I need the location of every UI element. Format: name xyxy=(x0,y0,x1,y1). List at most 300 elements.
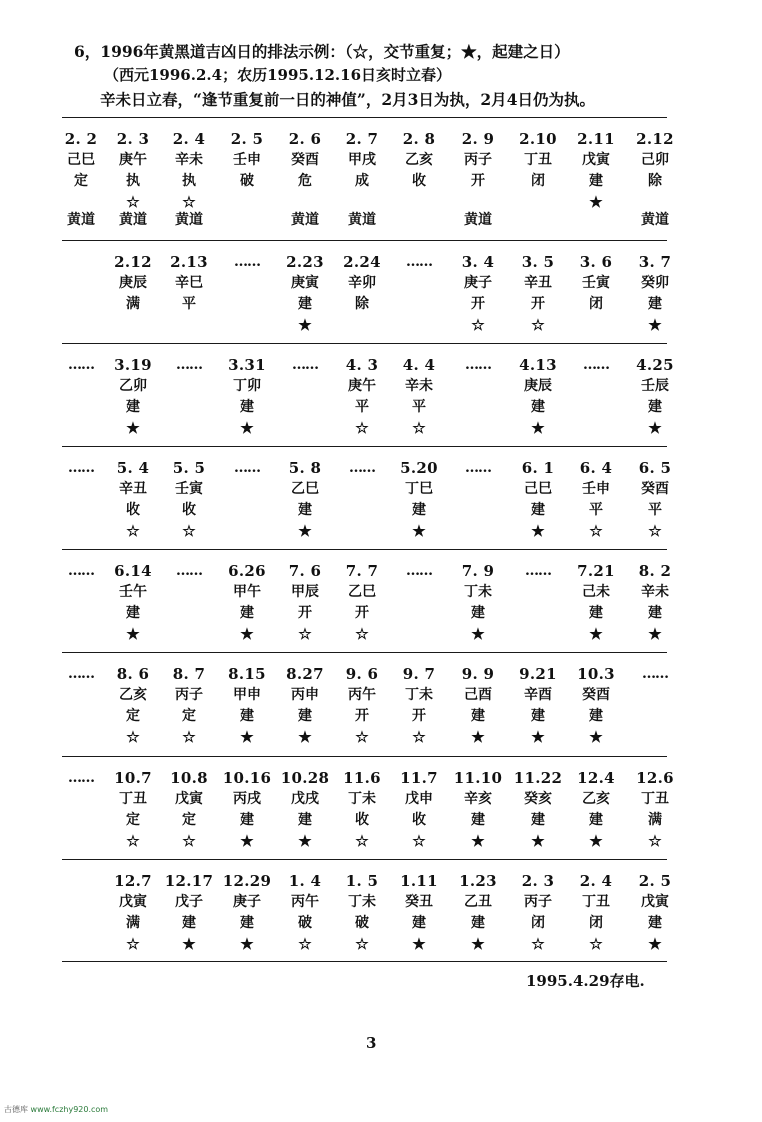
day-officer-label: 定 xyxy=(182,812,196,828)
star-icon: ★ xyxy=(531,522,545,540)
day-officer-label: 开 xyxy=(471,296,485,312)
ganzhi-label: 癸酉 xyxy=(641,481,669,497)
day-cell xyxy=(277,252,333,336)
ellipsis-cell xyxy=(53,664,109,685)
star-icon: ★ xyxy=(471,935,485,953)
ganzhi-label: 丙戌 xyxy=(233,791,261,807)
star-icon: ☆ xyxy=(589,935,603,953)
ganzhi-label: 丁丑 xyxy=(524,152,552,168)
date-label: 6.26 xyxy=(228,562,266,580)
ganzhi-label: 丁巳 xyxy=(405,481,433,497)
ganzhi-label: 乙亥 xyxy=(119,687,147,703)
ganzhi-label: 甲申 xyxy=(233,687,261,703)
ellipsis-cell xyxy=(161,561,217,582)
star-icon: ☆ xyxy=(298,625,312,643)
day-officer-label: 建 xyxy=(471,708,485,724)
day-cell xyxy=(105,355,161,439)
day-cell xyxy=(510,252,566,336)
date-label: 2. 2 xyxy=(64,130,98,148)
day-officer-label: 建 xyxy=(589,708,603,724)
ganzhi-label: 己卯 xyxy=(641,152,669,168)
day-officer-label: 建 xyxy=(182,915,196,931)
ganzhi-label: 癸酉 xyxy=(582,687,610,703)
day-officer-label: 执 xyxy=(182,173,196,189)
day-cell xyxy=(450,252,506,336)
day-cell xyxy=(334,561,390,645)
star-icon: ☆ xyxy=(531,316,545,334)
day-officer-label: 建 xyxy=(298,812,312,828)
day-officer-label: 定 xyxy=(182,708,196,724)
star-icon: ★ xyxy=(589,832,603,850)
day-officer-label: 收 xyxy=(126,502,140,518)
day-officer-label: 建 xyxy=(531,399,545,415)
day-cell xyxy=(450,664,506,748)
date-label: 7. 9 xyxy=(461,562,495,580)
star-icon xyxy=(219,192,275,213)
star-icon: ☆ xyxy=(126,935,140,953)
date-label: 2. 3 xyxy=(116,130,150,148)
date-label: 3.19 xyxy=(114,356,152,374)
date-label: 7.21 xyxy=(577,562,615,580)
ellipsis-cell xyxy=(53,768,109,789)
date-label: 12.7 xyxy=(114,872,152,890)
day-cell xyxy=(510,129,566,213)
day-cell xyxy=(105,871,161,955)
ganzhi-label: 丁丑 xyxy=(119,791,147,807)
day-officer-label: 平 xyxy=(412,399,426,415)
ellipsis-mark: …… xyxy=(642,666,668,682)
star-icon: ★ xyxy=(471,728,485,746)
page-number: 3 xyxy=(366,1034,377,1052)
date-label: 4. 4 xyxy=(402,356,436,374)
date-label: 9.21 xyxy=(519,665,557,683)
star-icon: ★ xyxy=(298,522,312,540)
day-officer-label: 建 xyxy=(589,812,603,828)
date-label: 10.3 xyxy=(577,665,615,683)
ganzhi-label: 乙亥 xyxy=(405,152,433,168)
ganzhi-label: 丙午 xyxy=(291,894,319,910)
day-officer-label: 成 xyxy=(355,173,369,189)
ganzhi-label: 辛酉 xyxy=(524,687,552,703)
ganzhi-label: 戊寅 xyxy=(582,152,610,168)
day-cell xyxy=(391,768,447,852)
star-icon: ☆ xyxy=(531,935,545,953)
ganzhi-label: 戊寅 xyxy=(641,894,669,910)
ellipsis-cell xyxy=(391,561,447,582)
day-cell xyxy=(450,561,506,645)
date-label: 2. 3 xyxy=(521,872,555,890)
star-icon: ★ xyxy=(126,419,140,437)
ganzhi-label: 壬申 xyxy=(582,481,610,497)
star-icon: ★ xyxy=(471,625,485,643)
date-label: 12.6 xyxy=(636,769,674,787)
ganzhi-label: 己巳 xyxy=(524,481,552,497)
day-cell xyxy=(219,664,275,748)
ganzhi-label: 丁卯 xyxy=(233,378,261,394)
day-officer-label: 建 xyxy=(240,399,254,415)
day-cell xyxy=(161,664,217,748)
ellipsis-cell xyxy=(450,458,506,479)
ganzhi-label: 辛巳 xyxy=(175,275,203,291)
star-icon xyxy=(391,192,447,213)
huangdao-label: 黄道 xyxy=(175,212,203,228)
star-icon: ☆ xyxy=(355,419,369,437)
ganzhi-label: 丙申 xyxy=(291,687,319,703)
ganzhi-label: 辛未 xyxy=(405,378,433,394)
date-label: 2. 4 xyxy=(172,130,206,148)
star-icon xyxy=(568,315,624,336)
date-label: 5. 5 xyxy=(172,459,206,477)
ganzhi-label: 癸丑 xyxy=(405,894,433,910)
date-label: 12.4 xyxy=(577,769,615,787)
star-icon: ★ xyxy=(648,625,662,643)
day-officer-label: 建 xyxy=(648,605,662,621)
day-officer-label: 开 xyxy=(531,296,545,312)
date-label: 4.13 xyxy=(519,356,557,374)
ellipsis-mark: …… xyxy=(176,563,202,579)
day-officer-label: 开 xyxy=(471,173,485,189)
ganzhi-label: 丙子 xyxy=(464,152,492,168)
ellipsis-cell xyxy=(450,355,506,376)
ganzhi-label: 壬辰 xyxy=(641,378,669,394)
watermark-url: www.fczhy920.com xyxy=(30,1105,109,1114)
day-officer-label: 建 xyxy=(589,605,603,621)
ganzhi-label: 丁未 xyxy=(464,584,492,600)
day-officer-label: 建 xyxy=(126,605,140,621)
day-officer-label: 建 xyxy=(240,915,254,931)
ganzhi-label: 辛卯 xyxy=(348,275,376,291)
day-cell xyxy=(391,355,447,439)
ellipsis-cell xyxy=(219,458,275,479)
day-officer-label: 执 xyxy=(126,173,140,189)
day-cell xyxy=(627,458,683,542)
huangdao-label: 黄道 xyxy=(119,212,147,228)
day-officer-label: 闭 xyxy=(531,915,545,931)
date-label: 1. 5 xyxy=(345,872,379,890)
ganzhi-label: 戊戌 xyxy=(291,791,319,807)
day-cell xyxy=(161,252,217,336)
day-cell xyxy=(105,458,161,542)
day-cell xyxy=(334,355,390,439)
ganzhi-label: 己巳 xyxy=(67,152,95,168)
day-cell xyxy=(627,355,683,439)
day-cell xyxy=(105,664,161,748)
huangdao-label: 黄道 xyxy=(348,212,376,228)
ganzhi-label: 辛亥 xyxy=(464,791,492,807)
date-label: 12.17 xyxy=(164,872,214,890)
star-icon: ★ xyxy=(240,832,254,850)
ellipsis-mark: …… xyxy=(406,563,432,579)
ganzhi-label: 癸酉 xyxy=(291,152,319,168)
ganzhi-label: 庚子 xyxy=(233,894,261,910)
star-icon: ☆ xyxy=(182,522,196,540)
ellipsis-mark: …… xyxy=(583,357,609,373)
ganzhi-label: 丁丑 xyxy=(641,791,669,807)
star-icon: ☆ xyxy=(182,832,196,850)
day-officer-label: 除 xyxy=(648,173,662,189)
day-officer-label: 建 xyxy=(531,502,545,518)
date-label: 12.29 xyxy=(222,872,272,890)
ganzhi-label: 壬寅 xyxy=(175,481,203,497)
day-cell xyxy=(161,129,217,213)
ganzhi-label: 乙卯 xyxy=(119,378,147,394)
star-icon: ★ xyxy=(471,832,485,850)
ellipsis-mark: …… xyxy=(465,357,491,373)
page-title: 6，1996年黄黑道吉凶日的排法示例：（☆，交节重复；★，起建之日） xyxy=(74,42,570,61)
day-cell xyxy=(219,768,275,852)
ganzhi-label: 丁未 xyxy=(348,791,376,807)
day-officer-label: 平 xyxy=(589,502,603,518)
star-icon: ★ xyxy=(412,522,426,540)
star-icon: ☆ xyxy=(355,625,369,643)
ganzhi-label: 庚寅 xyxy=(291,275,319,291)
day-cell xyxy=(105,252,161,336)
ellipsis-mark: …… xyxy=(68,563,94,579)
date-label: 2.11 xyxy=(577,130,615,148)
ganzhi-label: 庚子 xyxy=(464,275,492,291)
day-cell xyxy=(277,561,333,645)
day-cell xyxy=(627,768,683,852)
ganzhi-label: 辛未 xyxy=(175,152,203,168)
day-cell xyxy=(627,252,683,336)
star-icon xyxy=(510,192,566,213)
star-icon: ★ xyxy=(648,316,662,334)
date-label: 2.24 xyxy=(343,253,381,271)
ellipsis-mark: …… xyxy=(292,357,318,373)
day-cell xyxy=(161,768,217,852)
day-officer-label: 建 xyxy=(471,812,485,828)
date-label: 2.13 xyxy=(170,253,208,271)
star-icon: ☆ xyxy=(182,193,196,211)
ganzhi-label: 丁未 xyxy=(348,894,376,910)
ellipsis-cell xyxy=(334,458,390,479)
day-cell xyxy=(105,129,161,213)
ganzhi-label: 乙巳 xyxy=(348,584,376,600)
date-label: 2. 7 xyxy=(345,130,379,148)
date-label: 11.7 xyxy=(400,769,438,787)
star-icon: ☆ xyxy=(589,522,603,540)
date-label: 2.23 xyxy=(286,253,324,271)
day-cell xyxy=(627,129,683,213)
day-cell xyxy=(277,458,333,542)
date-label: 1.23 xyxy=(459,872,497,890)
ellipsis-mark: …… xyxy=(525,563,551,579)
ellipsis-mark: …… xyxy=(349,460,375,476)
day-cell xyxy=(53,129,109,213)
day-officer-label: 建 xyxy=(471,605,485,621)
huangdao-label: 黄道 xyxy=(67,212,95,228)
star-icon: ★ xyxy=(240,419,254,437)
star-icon: ☆ xyxy=(355,832,369,850)
star-icon: ☆ xyxy=(648,522,662,540)
ganzhi-label: 戊寅 xyxy=(175,791,203,807)
date-label: 2. 9 xyxy=(461,130,495,148)
star-icon: ☆ xyxy=(126,728,140,746)
date-label: 9. 7 xyxy=(402,665,436,683)
ganzhi-label: 戊寅 xyxy=(119,894,147,910)
date-label: 2. 5 xyxy=(638,872,672,890)
day-officer-label: 破 xyxy=(240,173,254,189)
day-officer-label: 闭 xyxy=(531,173,545,189)
star-icon: ★ xyxy=(126,625,140,643)
star-icon: ☆ xyxy=(355,935,369,953)
ganzhi-label: 庚辰 xyxy=(119,275,147,291)
day-cell xyxy=(161,871,217,955)
ganzhi-label: 辛丑 xyxy=(119,481,147,497)
star-icon xyxy=(334,315,390,336)
star-icon: ☆ xyxy=(412,728,426,746)
star-icon: ★ xyxy=(240,728,254,746)
day-officer-label: 建 xyxy=(531,812,545,828)
date-label: 10.7 xyxy=(114,769,152,787)
ellipsis-mark: …… xyxy=(68,460,94,476)
day-cell xyxy=(450,129,506,213)
row-divider xyxy=(62,961,667,962)
date-label: 2.10 xyxy=(519,130,557,148)
day-officer-label: 建 xyxy=(531,708,545,724)
huangdao-label: 黄道 xyxy=(641,212,669,228)
ganzhi-label: 丁未 xyxy=(405,687,433,703)
ellipsis-mark: …… xyxy=(176,357,202,373)
ganzhi-label: 庚午 xyxy=(119,152,147,168)
day-cell xyxy=(510,768,566,852)
date-label: 7. 7 xyxy=(345,562,379,580)
day-officer-label: 建 xyxy=(471,915,485,931)
row-divider xyxy=(62,859,667,860)
day-officer-label: 闭 xyxy=(589,915,603,931)
day-officer-label: 闭 xyxy=(589,296,603,312)
day-officer-label: 破 xyxy=(298,915,312,931)
date-label: 9. 6 xyxy=(345,665,379,683)
watermark xyxy=(4,1104,108,1115)
ellipsis-cell xyxy=(53,355,109,376)
day-cell xyxy=(568,252,624,336)
date-label: 5.20 xyxy=(400,459,438,477)
star-icon: ★ xyxy=(412,935,426,953)
ganzhi-label: 乙巳 xyxy=(291,481,319,497)
date-label: 11.22 xyxy=(513,769,563,787)
ganzhi-label: 庚辰 xyxy=(524,378,552,394)
star-icon: ☆ xyxy=(471,316,485,334)
date-label: 4. 3 xyxy=(345,356,379,374)
row-divider xyxy=(62,756,667,757)
date-label: 5. 4 xyxy=(116,459,150,477)
date-label: 2.12 xyxy=(114,253,152,271)
day-cell xyxy=(510,871,566,955)
huangdao-label: 黄道 xyxy=(464,212,492,228)
ganzhi-label: 壬申 xyxy=(233,152,261,168)
date-label: 3. 5 xyxy=(521,253,555,271)
date-label: 4.25 xyxy=(636,356,674,374)
watermark-prefix: 古德库 xyxy=(4,1105,31,1114)
ellipsis-mark: …… xyxy=(465,460,491,476)
date-label: 3. 6 xyxy=(579,253,613,271)
day-cell xyxy=(568,871,624,955)
date-label: 11.10 xyxy=(453,769,503,787)
huangdao-label: 黄道 xyxy=(291,212,319,228)
ganzhi-label: 丁丑 xyxy=(582,894,610,910)
date-label: 3. 4 xyxy=(461,253,495,271)
day-cell xyxy=(334,871,390,955)
star-icon xyxy=(105,315,161,336)
day-cell xyxy=(334,252,390,336)
day-cell xyxy=(391,129,447,213)
star-icon: ☆ xyxy=(412,419,426,437)
date-label: 9. 9 xyxy=(461,665,495,683)
star-icon: ☆ xyxy=(126,522,140,540)
ganzhi-label: 戊子 xyxy=(175,894,203,910)
ganzhi-label: 甲午 xyxy=(233,584,261,600)
date-label: 3. 7 xyxy=(638,253,672,271)
star-icon: ★ xyxy=(531,832,545,850)
ellipsis-mark: …… xyxy=(406,254,432,270)
ellipsis-cell xyxy=(510,561,566,582)
day-officer-label: 平 xyxy=(182,296,196,312)
ellipsis-mark: …… xyxy=(68,357,94,373)
date-label: 11.6 xyxy=(343,769,381,787)
day-officer-label: 建 xyxy=(589,173,603,189)
date-label: 6. 1 xyxy=(521,459,555,477)
day-cell xyxy=(219,561,275,645)
day-cell xyxy=(277,871,333,955)
day-officer-label: 开 xyxy=(355,605,369,621)
day-officer-label: 建 xyxy=(298,708,312,724)
date-label: 10.8 xyxy=(170,769,208,787)
day-cell xyxy=(510,458,566,542)
star-icon xyxy=(161,315,217,336)
date-label: 6.14 xyxy=(114,562,152,580)
star-icon: ☆ xyxy=(355,728,369,746)
day-officer-label: 收 xyxy=(182,502,196,518)
star-icon: ★ xyxy=(240,625,254,643)
day-cell xyxy=(161,458,217,542)
date-label: 2. 6 xyxy=(288,130,322,148)
row-divider xyxy=(62,343,667,344)
date-label: 1. 4 xyxy=(288,872,322,890)
day-cell xyxy=(334,129,390,213)
star-icon: ★ xyxy=(298,316,312,334)
day-cell xyxy=(568,768,624,852)
ellipsis-mark: …… xyxy=(234,460,260,476)
day-cell xyxy=(391,458,447,542)
day-cell xyxy=(391,664,447,748)
day-cell xyxy=(568,664,624,748)
ganzhi-label: 甲辰 xyxy=(291,584,319,600)
ganzhi-label: 壬寅 xyxy=(582,275,610,291)
date-label: 3.31 xyxy=(228,356,266,374)
row-divider xyxy=(62,652,667,653)
ellipsis-mark: …… xyxy=(234,254,260,270)
ganzhi-label: 己酉 xyxy=(464,687,492,703)
day-cell xyxy=(510,355,566,439)
star-icon: ★ xyxy=(589,625,603,643)
day-cell xyxy=(277,664,333,748)
row-divider xyxy=(62,446,667,447)
ganzhi-label: 辛未 xyxy=(641,584,669,600)
ganzhi-label: 丙子 xyxy=(175,687,203,703)
ellipsis-mark: …… xyxy=(68,666,94,682)
day-officer-label: 收 xyxy=(412,173,426,189)
day-cell xyxy=(568,458,624,542)
day-officer-label: 建 xyxy=(648,915,662,931)
day-cell xyxy=(391,871,447,955)
ganzhi-label: 甲戌 xyxy=(348,152,376,168)
day-cell xyxy=(627,871,683,955)
date-label: 10.16 xyxy=(222,769,272,787)
day-cell xyxy=(105,561,161,645)
date-label: 6. 4 xyxy=(579,459,613,477)
star-icon: ★ xyxy=(182,935,196,953)
